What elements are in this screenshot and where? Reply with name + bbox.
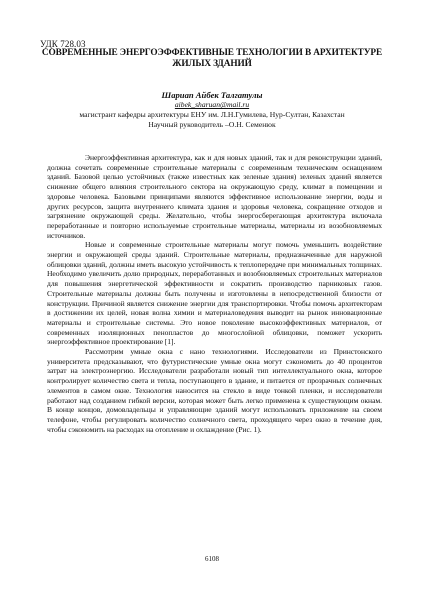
author-block	[30, 90, 394, 130]
title-line-2: ЖИЛЫХ ЗДАНИЙ	[172, 59, 252, 69]
article-title	[30, 48, 394, 70]
page-number: 6108	[205, 555, 219, 563]
paragraph-3: Рассмотрим умные окна с нано технологиями. Исследователи из Принстонского университета предсказывают, что футуристические умные окна могут сэкономить до 40 процентов затрат на электроэнергию. Исследователи разработали новый тип интеллектуального окна, которое контролирует количество света и тепла, поступающего в здание, и питается от прозрачных солнечных элементов в самом окне. Технология наносится на стекло в виде тонкой пленки, и исследователи работают над созданием гибкой версии, которая может быть легко применена к существующим окнам. В конце концов, домовладельцы и управляющие зданий могут использовать приложение на своем телефоне, чтобы регулировать количество солнечного света, проходящего через окно в течение дня, чтобы сэкономить на расходах на отопление и охлаждение (Рис. 1).	[47, 347, 382, 434]
supervisor: Научный руководитель –О.Н. Семенюк	[148, 120, 276, 129]
udc-code: УДК 728.03	[40, 39, 86, 49]
title-line-1: СОВРЕМЕННЫЕ ЭНЕРГОЭФФЕКТИВНЫЕ ТЕХНОЛОГИИ В АРХИТЕКТУРЕ	[41, 48, 383, 58]
author-email[interactable]: aibek_sharuan@mail.ru	[174, 100, 250, 109]
article-body	[47, 153, 382, 434]
author-name: Шарuan Айбек Талгатулы	[161, 90, 263, 100]
paragraph-1: Энергоэффективная архитектура, как и для новых зданий, так и для реконструкции зданий, должна сочетать современные строительные материалы с современным техническим оснащением зданий. Базовой целью устойчивых (также известных как зеленые здания) зеленых зданий является снижение общего влияния строительного сектора на окружающую среду, климат в помещении и здоровье человека. Базовыми принципами являются эффективное использование энергии, воды и других ресурсов, защита внутреннего климата здания и здоровья человека, сокращение отходов и загрязнение окружающей среды. Желательно, чтобы энергосберегающая архитектура включала переработанные и повторно используемые строительные материалы, материалы из возобновляемых источников.	[47, 153, 382, 240]
author-affiliation: магистрант кафедры архитектуры ЕНУ им. Л.Н.Гумилева, Нур-Султан, Казахстан	[79, 110, 345, 119]
paragraph-2: Новые и современные строительные материалы могут помочь уменьшить воздействие энергии и окружающей среды зданий. Строительные материалы, предназначенные для наружной облицовки зданий, должны иметь высокую устойчивость к теплопередаче при минимальных толщинах. Необходимо увеличить долю природных, переработанных и возобновляемых строительных материалов для повышения энергетической эффективности и сократить производство парниковых газов. Строительные материалы должны быть получены и изготовлены в непосредственной близости от конструкции. Причиной является снижение энергии для транспортировки. Чтобы помочь архитекторам в достижении их целей, новая волна химии и материаловедения выводит на рынок инновационные материалы и строительные системы. Это новое поколение высокоэффективных материалов, от современных изоляционных пенопластов до многослойной облицовки, поможет ускорить энергоэффективное проектирование [1].	[47, 240, 382, 347]
